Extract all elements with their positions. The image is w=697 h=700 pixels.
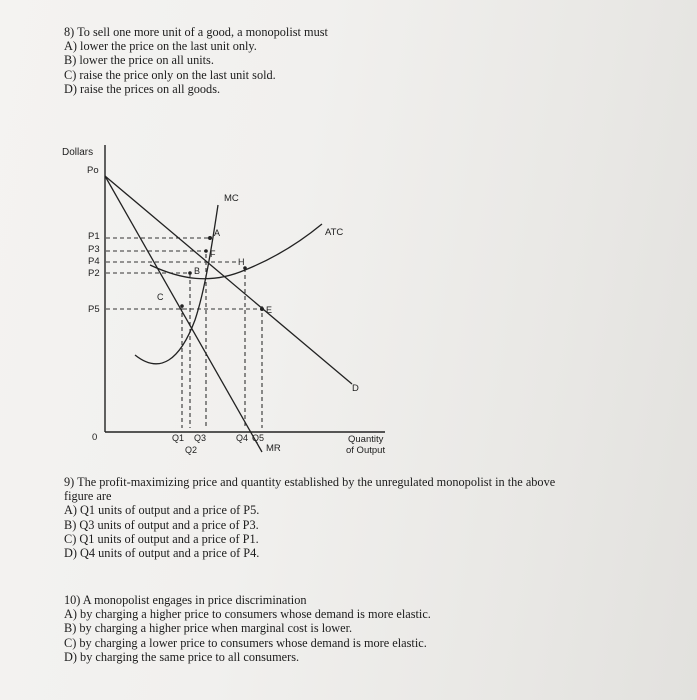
point-label-f: F	[210, 249, 216, 259]
question-10-option-c: C) by charging a lower price to consumers whose demand is more elastic.	[64, 635, 427, 650]
marginal-revenue-curve	[105, 176, 265, 452]
question-10-option-d: D) by charging the same price to all consumers.	[64, 649, 300, 664]
point-a-marker	[208, 236, 212, 240]
price-label-p3: P3	[88, 244, 100, 255]
mr-label: MR	[266, 443, 281, 454]
point-e-marker	[260, 307, 264, 311]
point-c-marker	[180, 304, 184, 308]
point-label-e: E	[266, 305, 273, 315]
origin-label: 0	[92, 432, 98, 443]
point-label-h: H	[238, 257, 245, 267]
point-label-c: C	[157, 292, 164, 302]
question-9	[64, 475, 584, 560]
quantity-label-q2: Q2	[185, 445, 198, 455]
atc-label: ATC	[325, 227, 344, 238]
point-b-marker	[188, 271, 192, 275]
question-9-option-b: B) Q3 units of output and a price of P3.	[64, 517, 259, 532]
question-8-stem: 8) To sell one more unit of a good, a monopolist must	[64, 25, 328, 39]
x-axis-label-line2: of Output	[346, 445, 386, 456]
point-label-a: A	[214, 228, 221, 238]
mc-label: MC	[224, 193, 239, 204]
question-9-option-d: D) Q4 units of output and a price of P4.	[64, 546, 260, 561]
question-10-stem: 10) A monopolist engages in price discrimination	[64, 593, 307, 607]
point-f-marker	[204, 249, 208, 253]
quantity-label-q5: Q5	[252, 433, 265, 443]
price-label-p4: P4	[88, 256, 100, 267]
price-label-p1: P1	[88, 231, 100, 242]
point-label-b: B	[194, 266, 201, 276]
question-8-option-a: A) lower the price on the last unit only.	[64, 39, 257, 54]
question-10	[64, 593, 431, 664]
quantity-label-q3: Q3	[194, 433, 207, 443]
question-9-option-a: A) Q1 units of output and a price of P5.	[64, 503, 260, 518]
question-8-option-b: B) lower the price on all units.	[64, 53, 214, 68]
y-axis-label: Dollars	[62, 147, 94, 158]
quantity-label-q1: Q1	[172, 433, 185, 443]
price-label-po: Po	[87, 165, 99, 176]
quantity-label-q4: Q4	[236, 433, 249, 443]
question-9-stem: 9) The profit-maximizing price and quantity established by the unregulated monopolist in the above figure are	[64, 475, 556, 504]
question-8-option-d: D) raise the prices on all goods.	[64, 81, 221, 96]
demand-curve	[105, 176, 352, 384]
question-10-option-a: A) by charging a higher price to consumers whose demand is more elastic.	[64, 607, 431, 622]
question-10-option-b: B) by charging a higher price when marginal cost is lower.	[64, 621, 353, 636]
question-9-option-c: C) Q1 units of output and a price of P1.	[64, 531, 259, 546]
price-label-p5: P5	[88, 304, 100, 315]
x-axis-label-line1: Quantity	[348, 434, 384, 445]
question-8-option-c: C) raise the price only on the last unit sold.	[64, 67, 276, 82]
average-total-cost-curve	[150, 224, 322, 279]
price-label-p2: P2	[88, 268, 100, 279]
demand-label: D	[352, 383, 359, 394]
